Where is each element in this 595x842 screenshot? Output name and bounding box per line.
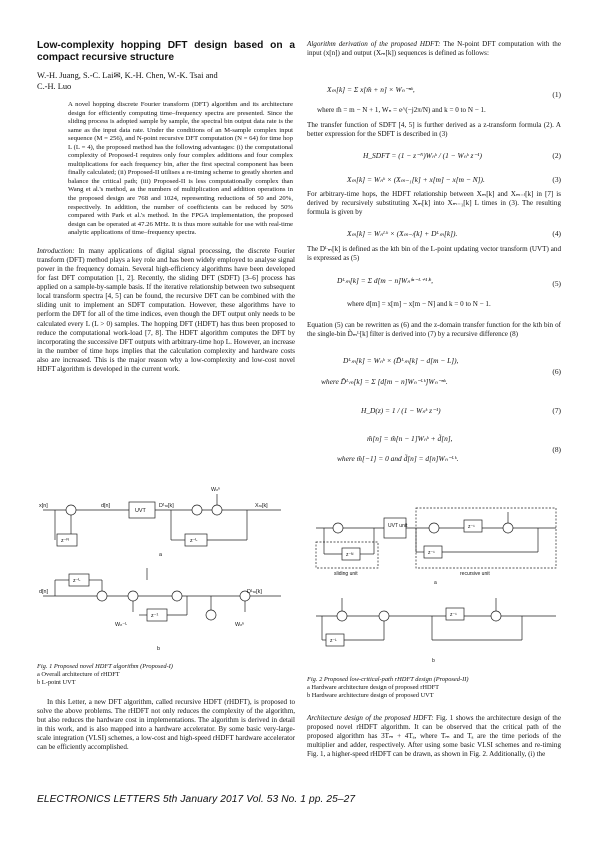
equation-8a: m̃[n] = m̃[n − 1]Wₙᵏ + d̃[n], [367, 434, 453, 443]
fig1-dl-label: D¹ₘ[k] [159, 503, 174, 509]
figure-2-sub-a: a Hardware architecture design of proposed rHDFT [307, 684, 440, 691]
paragraph-uvt: The Dᴸₘ[k] is defined as the kth bin of the L-point updating vector transform (UVT) and is expressed as (5) [307, 245, 561, 263]
architecture-paragraph [307, 714, 561, 759]
authors-line-2: C.-H. Luo [37, 81, 72, 91]
fig1-uvt-block: UVT [135, 508, 146, 514]
fig2-b-delay: z⁻¹ [450, 612, 457, 618]
equation-4: Xₘ[k] = Wₙᴸᵏ × (Xₘ₋ₗ[k] + Dᴸₘ[k]). [347, 229, 458, 238]
figure-2-caption [307, 676, 562, 700]
fig1-label-b: b [157, 646, 160, 652]
equation-7: H_D(z) = 1 / (1 − Wₙᵏ z⁻¹) [361, 406, 441, 415]
authors [37, 71, 295, 92]
introduction-text: In many applications of digital signal processing, the discrete Fourier transform (DFT) method plays a key role and has been widely employed to analyse signal power in the frequency domain. Several high-efficiency algorithms have been developed for fast DFT computation [1, 2]. Recently, the sliding DFT (SDFT) [3–6] process has applied on a sample-by-sample basis. If the iterative relationship between two subsequent local transform spectra [4, 5] can be found, the recursive DFT can be combined with the sliding unit to implement an SDFT computation. However, these algorithms have to perform the DFT for all of the time indices, even though the DFT output only needs to be calculated every L (L > 0) samples. The hopping DFT (HDFT) has thus been proposed to reduce the computational work-load [7, 8]. The HDFT algorithm computes the DFT by incorporating the successive DFT outputs with arbitrary-time hop L. However, an increase in the number of time hops implies that the calculation complexity and hardware costs also are increased. This is the major reason why a low-complexity and low-cost novel HDFT algorithm is developed in the current work. [37, 246, 295, 373]
fig1-delay-l: z⁻ᴸ [190, 538, 198, 544]
figure-1-caption [37, 663, 292, 687]
figure-2-sub-b: b Hardware architecture design of proposed UVT [307, 692, 434, 699]
fig1-output-x: Xₘ[k] [255, 503, 268, 509]
fig2-delay-n: z⁻ᴺ [346, 552, 354, 558]
right-top-text [307, 40, 561, 58]
equations-block-1 [307, 77, 561, 317]
fig2-delay-b: z⁻¹ [428, 550, 435, 556]
authors-line-1: W.-H. Juang, S.-C. Lai✉, K.-H. Chen, W.-K. Tsai and [37, 71, 218, 80]
fig2-delay-a: z⁻¹ [468, 524, 475, 530]
equation-3: Xₘ[k] = Wₙᵏ × (Xₘ₋₁[k] + x[m] − x[m − N]). [347, 175, 485, 184]
fig1-b-wnl: Wₙ⁻ᴸ [115, 622, 127, 628]
fig2-b-delay-l: z⁻ᴸ [330, 638, 337, 644]
equation-2-number: (2) [552, 151, 561, 160]
equation-3-number: (3) [552, 175, 561, 184]
equation-8-number: (8) [552, 445, 561, 454]
equation-6a: Dᴸₘ[k] = Wₙᵏ × (D̃ᴸₘ[k] − d[m − L]), [343, 356, 459, 365]
fig1-b-output: Dᴸₘ[k] [247, 589, 262, 595]
fig2-label-b: b [432, 658, 435, 664]
figure-2-diagram [312, 498, 562, 666]
fig2-label-a: a [434, 580, 437, 586]
equation-5-number: (5) [552, 279, 561, 288]
equation-5: Dᴸₘ[k] = Σ d[m − n]Wₙ⁽ⁿ⁻ᴸ⁺¹⁾ᵏ, [337, 276, 433, 285]
left-bottom-paragraph: In this Letter, a new DFT algorithm, called recursive HDFT (rHDFT), is proposed to solve the above problems. The rHDFT not only reduces the complexity of the algorithm, but also reduces the hardware cost in implementations. The algorithm is derived in detail in this work, and is also mapped into a hardware accelerator. By some basic very-large-scale integration (VLSI) schemes, a low-cost and high-speed rHDFT hardware accelerator can be efficiently accomplished. [37, 698, 295, 752]
fig2-sliding-unit: sliding unit [334, 571, 358, 577]
paper-title: Low-complexity hopping DFT design based on a compact recursive structure [37, 40, 295, 63]
abstract: A novel hopping discrete Fourier transform (DFT) algorithm and its architecture design for efficiently computing time–frequency spectra are presented. Since the sliding process is adopted sample by sample, the spectral bin output data rate is the same as the input data rate. Under the conditions of an M-sample complex input sequence (M = 256), and N-point recursive DFT computation (N = 64) for time hop L (L = 4), the proposed method has the following advantages: (i) the computational complexity of Proposed-I requires only four complex additions and four complex multiplications for each frequency bin, after the first spectral component has been finally calculated; (ii) Proposed-II utilises a re-timing scheme to greatly shorten and balance the critical path; (iii) Proposed-II is less computationally complex than Wang et al.'s method, as the numbers of multiplication and addition operations in the proposed design are 768 and 1024, representing reductions of 50 and 20%, respectively. In addition, the number of coefficients can be reduced by 50% compared with Park et al.'s method. In the FPGA implementation, the proposed design can be operated at 47.26 MHz. It is thus more suitable for use with real-time analytic applications of time–frequency spectra. [68, 101, 293, 237]
architecture-text: Fig. 1 shows the architecture design of the proposed novel rHDFT algorithm. It can be observed that the critical path of the proposed algorithm has 3Tₘ + 4Tₐ, where Tₘ and Tₐ are the time periods of the multiplier and adder, respectively. After using some basic VLSI schemes and re-timing Fig. 1, a higher-speed rHDFT can be drawn, as shown in Fig. 2. Additionally, (i) the [307, 714, 561, 759]
figure-2-title: Fig. 2 Proposed low-critical-path rHDFT design (Proposed-II) [307, 676, 469, 683]
introduction-paragraph [37, 247, 295, 374]
paragraph-hdft: For arbitrary-time hops, the HDFT relationship between Xₘ[k] and Xₘ₋ₗ[k] in [7] is derived by recursively substituting Xₘ[k] into Xₘ₋₁[k] L times in (3). The resulting formula is given by [307, 190, 561, 217]
algorithm-text: The N-point DFT computation with the input (x[n]) and output (Xₘ[k]) sequences is defined as follows: [307, 40, 561, 58]
fig1-delay-n: z⁻ᴺ [61, 538, 69, 544]
figure-1-title: Fig. 1 Proposed novel HDFT algorithm (Proposed-I) [37, 663, 173, 670]
algorithm-heading: Algorithm derivation of the proposed HDFT: [307, 40, 441, 48]
equation-7-number: (7) [552, 406, 561, 415]
paragraph-sdft: The transfer function of SDFT [4, 5] is further derived as a z-transform formula (2). A better expression for the SDFT is described in (3) [307, 121, 561, 139]
architecture-heading: Architecture design of the proposed HDFT: [307, 714, 434, 722]
equation-6-number: (6) [552, 367, 561, 376]
fig1-label-a: a [159, 552, 162, 558]
left-column [37, 40, 295, 374]
fig1-twiddle-label: Wₙᵏ [211, 487, 221, 493]
paragraph-filter: Equation (5) can be rewritten as (6) and the z-domain transfer function for the kth bin of the single-bin D̃ₘᴸ[k] filter is derived into (7) by a recursive difference (8) [307, 321, 561, 339]
equation-5-where: where d[m] = x[m] − x[m − N] and k = 0 to N − 1. [347, 300, 491, 308]
fig1-input-x: x[n] [39, 503, 48, 509]
equation-4-number: (4) [552, 229, 561, 238]
introduction-heading: Introduction: [37, 246, 75, 255]
equations-block-2 [307, 321, 561, 481]
fig1-dn-label: d[n] [101, 503, 110, 509]
fig1-b-delay-1: z⁻¹ [151, 613, 159, 619]
equation-1-where: where m̃ = m − N + 1, Wₙ = e^(−j2π/N) and k = 0 to N − 1. [317, 106, 486, 114]
fig1-b-input: d[n] [39, 589, 48, 595]
figure-1-diagram [37, 478, 287, 656]
figure-1-sub-a: a Overall architecture of rHDFT [37, 671, 120, 678]
fig2-uvt-unit: UVT unit [388, 523, 408, 529]
fig1-b-wnk: Wₙᵏ [235, 622, 245, 628]
journal-footer: ELECTRONICS LETTERS 5th January 2017 Vol. 53 No. 1 pp. 25–27 [37, 794, 356, 805]
equation-1-number: (1) [552, 90, 561, 99]
equation-2: H_SDFT = (1 − z⁻ᴺ)Wₙᵏ / (1 − Wₙᵏ z⁻¹) [363, 151, 482, 160]
equation-6b: where D̃ᴸₘ[k] = Σ [d[m − n]Wₙ⁻ᴸᵏ]Wₙ⁻ⁿᵏ. [321, 377, 448, 386]
equation-1: Xₘ[k] = Σ x[m̃ + n] × Wₙ⁻ⁿᵏ, [327, 85, 415, 94]
algorithm-paragraph [307, 40, 561, 58]
figure-1-sub-b: b L-point UVT [37, 679, 76, 686]
fig2-recursive-unit: recursive unit [460, 571, 490, 577]
equation-8b: where m̃[−1] = 0 and d̃[n] = d[n]Wₙ⁻ᴸᵏ. [337, 454, 459, 463]
fig1-b-delay-l: z⁻ᴸ [73, 578, 81, 584]
